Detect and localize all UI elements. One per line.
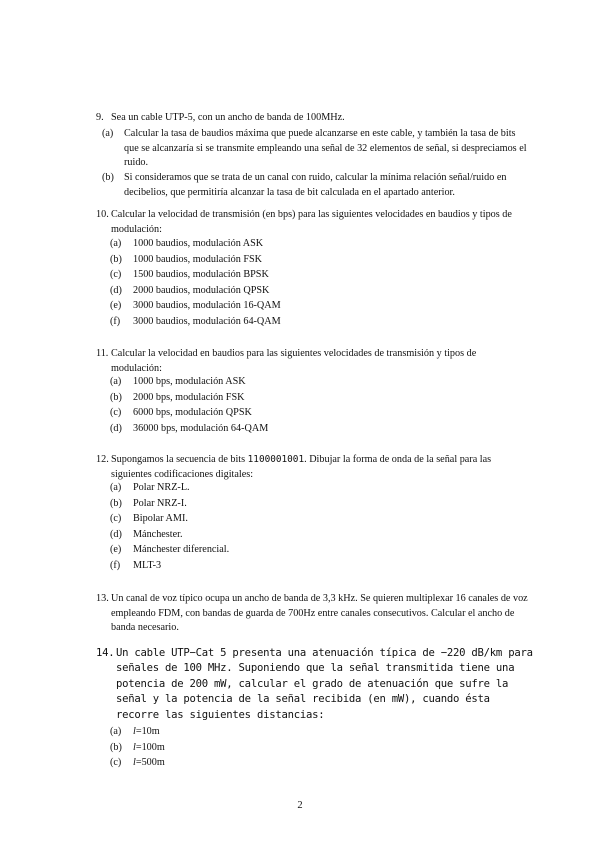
question-12 [96, 453, 524, 482]
question-text: Un canal de voz típico ocupa un ancho de banda de 3,3 kHz. Se quieren multiplexar 16 canales de voz empleando FDM, con bandas de guarda de 700Hz entre canales consecutivos. Calcular el ancho de banda necesario. [111, 593, 528, 633]
question-text: Calcular la velocidad de transmisión (en bps) para las siguientes velocidades en baudios y tipos de modulación: [111, 209, 512, 235]
list-item: (d) 36000 bps, modulación 64-QAM [110, 422, 269, 434]
question-number: 14. [96, 647, 115, 659]
list-item: (c) Bipolar AMI. [110, 513, 188, 525]
list-item: (c) l=500m [110, 757, 165, 769]
question-14 [96, 646, 536, 723]
list-item: (c) 6000 bps, modulación QPSK [110, 407, 252, 419]
subpart-text: Si consideramos que se trata de un canal con ruido, calcular la mínima relación señal/ruido en decibelios, que permitiría alcanzar la tasa de bit calculada en el apartado anterior. [124, 172, 507, 198]
question-number: 11. [96, 348, 109, 359]
question-number: 10. [96, 209, 109, 220]
question-text: Un cable UTP−Cat 5 presenta una atenuación típica de −220 dB/km para señales de 100 MHz. Suponiendo que la señal transmitida tiene una potencia de 200 mW, calcular el grado de atenuación que sufre la señal y la potencia de la señal recibida (en mW), cuando ésta recorre las siguientes distancias: [116, 647, 533, 721]
question-9-subpart-a [102, 126, 530, 171]
question-text: Calcular la velocidad en baudios para las siguientes velocidades de transmisión y tipos de modulación: [111, 348, 477, 374]
list-item: (a) Polar NRZ-L. [110, 482, 190, 493]
question-11-options [110, 375, 410, 437]
question-10 [96, 208, 524, 237]
question-13 [96, 592, 532, 636]
list-item: (d) 2000 baudios, modulación QPSK [110, 284, 270, 296]
question-text: Supongamos la secuencia de bits 1100001001. Dibujar la forma de onda de la señal para las siguientes codificaciones digitales: [111, 454, 492, 480]
list-item: (a) l=10m [110, 726, 160, 737]
list-item: (b) 1000 baudios, modulación FSK [110, 253, 263, 265]
list-item: (e) Mánchester diferencial. [110, 544, 230, 556]
list-item: (a) 1000 bps, modulación ASK [110, 376, 246, 387]
question-number: 9. [96, 112, 104, 123]
question-11 [96, 347, 524, 376]
list-item: (e) 3000 baudios, modulación 16-QAM [110, 300, 281, 312]
list-item: (b) Polar NRZ-I. [110, 497, 187, 509]
subpart-text: Calcular la tasa de baudios máxima que puede alcanzarse en este cable, y también la tasa de bits que se alcanzaría si se transmite empleando una señal de 32 elementos de señal, si despreciamos el ruido. [124, 128, 527, 168]
question-9-subpart-b [102, 170, 530, 200]
question-number: 13. [96, 593, 109, 604]
list-item: (b) l=100m [110, 741, 165, 753]
question-12-options [110, 481, 410, 575]
subpart-label: (a) [102, 128, 114, 139]
bit-sequence: 1100001001 [247, 454, 305, 465]
list-item: (d) Mánchester. [110, 528, 183, 540]
list-item: (f) 3000 baudios, modulación 64-QAM [110, 315, 281, 327]
question-10-options [110, 237, 410, 331]
list-item: (b) 2000 bps, modulación FSK [110, 391, 245, 403]
question-14-options [110, 725, 410, 772]
page-number: 2 [297, 800, 303, 811]
question-text: Sea un cable UTP-5, con un ancho de banda de 100MHz. [111, 112, 345, 123]
question-number: 12. [96, 454, 109, 465]
question-9 [96, 111, 514, 126]
list-item: (f) MLT-3 [110, 559, 162, 571]
list-item: (a) 1000 baudios, modulación ASK [110, 238, 264, 249]
subpart-label: (b) [102, 172, 114, 183]
list-item: (c) 1500 baudios, modulación BPSK [110, 269, 269, 281]
